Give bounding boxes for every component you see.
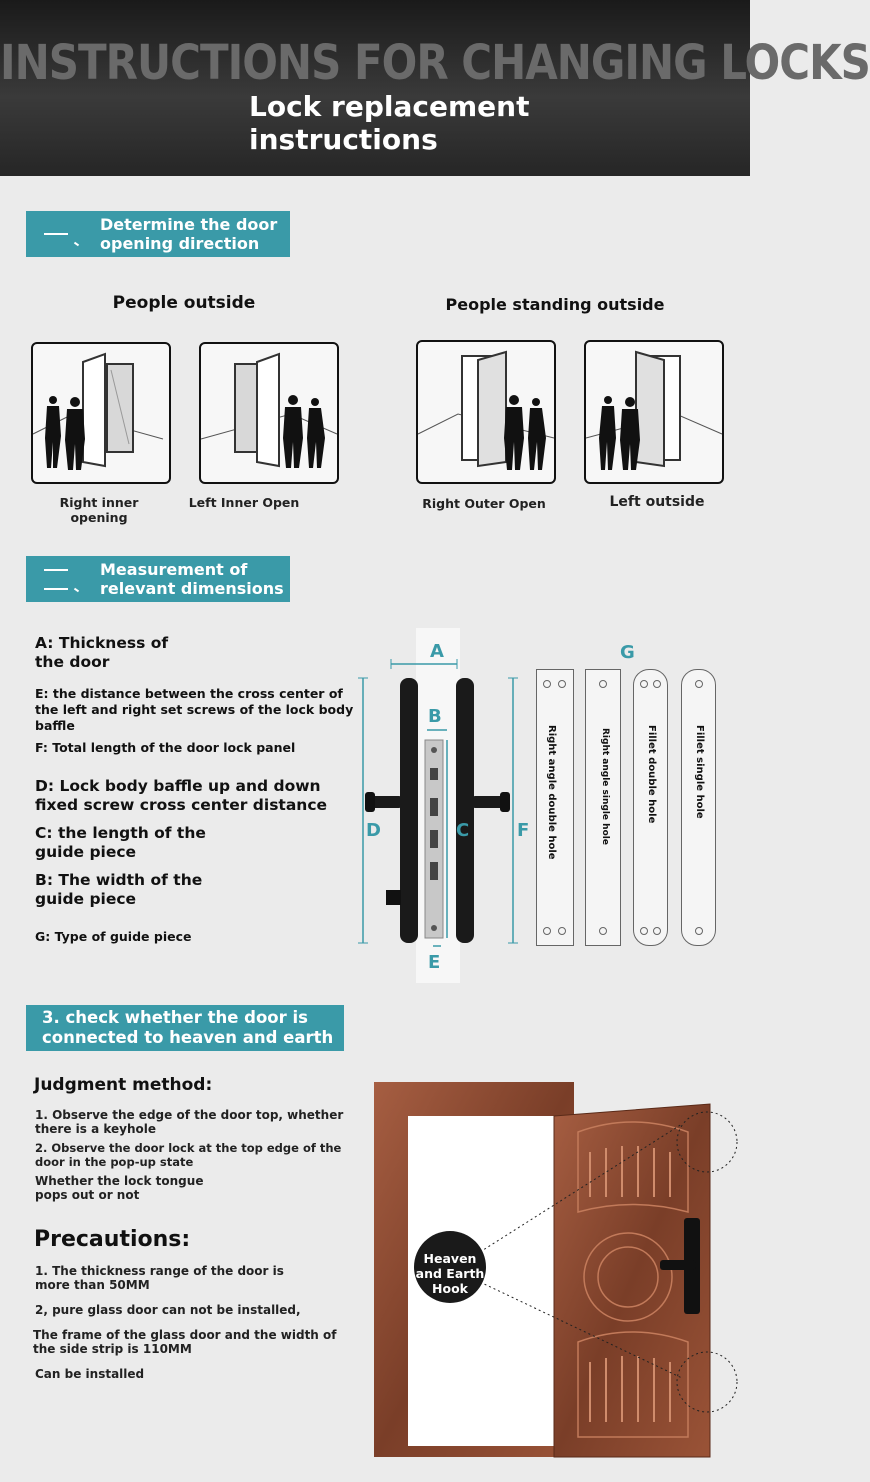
guide-plate-label: Fillet double hole xyxy=(646,725,657,824)
label-e: E xyxy=(428,952,441,973)
judgment-item-2: 2. Observe the door lock at the top edge of the door in the pop-up state xyxy=(35,1141,342,1169)
dim-g-text: G: Type of guide piece xyxy=(35,929,192,944)
label-g: G xyxy=(620,642,635,663)
guide-plate-label: Right angle double hole xyxy=(546,725,557,860)
door-illustration-right-outer xyxy=(416,340,556,484)
tick-icon xyxy=(74,588,79,593)
section-bar-heaven-earth xyxy=(26,1005,344,1051)
section-title: Determine the door opening direction xyxy=(100,215,278,253)
header-background-title: INSTRUCTIONS FOR CHANGING LOCKS xyxy=(0,34,870,91)
precaution-item-1: 1. The thickness range of the door is more than 50MM xyxy=(35,1264,284,1292)
dash-icon xyxy=(44,233,68,235)
guide-plate-label: Fillet single hole xyxy=(694,725,705,819)
dim-c-text: C: the length of the guide piece xyxy=(35,824,206,861)
tick-icon xyxy=(74,242,79,247)
label-a: A xyxy=(430,641,444,662)
page-title: Lock replacement instructions xyxy=(249,90,530,156)
guide-plate-fillet-single xyxy=(681,669,716,946)
guide-plate-label: Right angle single hole xyxy=(600,728,610,845)
caption-left-inner: Left Inner Open xyxy=(188,495,300,510)
precaution-item-4: Can be installed xyxy=(35,1367,145,1381)
dim-a-text: A: Thickness of the door xyxy=(35,634,169,671)
dim-e-text: E: the distance between the cross center of the left and right set screws of the lock body baffle xyxy=(35,686,354,733)
door-illustration-left-inner xyxy=(199,342,339,484)
dim-f-text: F: Total length of the door lock panel xyxy=(35,740,296,755)
caption-left-outer: Left outside xyxy=(609,494,705,510)
judgment-item-3: Whether the lock tongue pops out or not xyxy=(35,1174,204,1202)
label-b: B xyxy=(428,706,442,727)
precaution-item-3: The frame of the glass door and the width of the side strip is 110MM xyxy=(33,1328,337,1356)
label-d: D xyxy=(366,820,381,841)
section-title: 3. check whether the door is connected to heaven and earth xyxy=(42,1008,334,1047)
dash-icon xyxy=(44,569,68,571)
precautions-title: Precautions: xyxy=(34,1227,191,1252)
group-label-right: People standing outside xyxy=(445,295,665,314)
judgment-title: Judgment method: xyxy=(34,1075,213,1095)
precaution-item-2: 2, pure glass door can not be installed, xyxy=(35,1303,301,1317)
door-illustration-right-inner xyxy=(31,342,171,484)
dash-icon xyxy=(44,588,68,590)
dim-d-text: D: Lock body baffle up and down fixed screw cross center distance xyxy=(35,777,328,814)
door-illustration-left-outer xyxy=(584,340,724,484)
section-title: Measurement of relevant dimensions xyxy=(100,560,284,598)
group-label-left: People outside xyxy=(112,293,256,313)
heaven-earth-hook-callout: Heaven and Earth Hook xyxy=(415,1251,485,1296)
label-c: C xyxy=(456,820,470,841)
label-f: F xyxy=(517,820,530,841)
guide-plate-right-angle-double xyxy=(536,669,574,946)
dim-b-text: B: The width of the guide piece xyxy=(35,871,203,908)
lock-dimension-diagram xyxy=(355,628,535,983)
section-bar-opening-direction xyxy=(26,211,290,257)
guide-plate-right-angle-single xyxy=(585,669,621,946)
caption-right-outer: Right Outer Open xyxy=(422,496,546,511)
guide-plate-fillet-double xyxy=(633,669,668,946)
section-bar-dimensions xyxy=(26,556,290,602)
caption-right-inner: Right inner opening xyxy=(59,495,139,525)
judgment-item-1: 1. Observe the edge of the door top, whether there is a keyhole xyxy=(35,1108,344,1136)
